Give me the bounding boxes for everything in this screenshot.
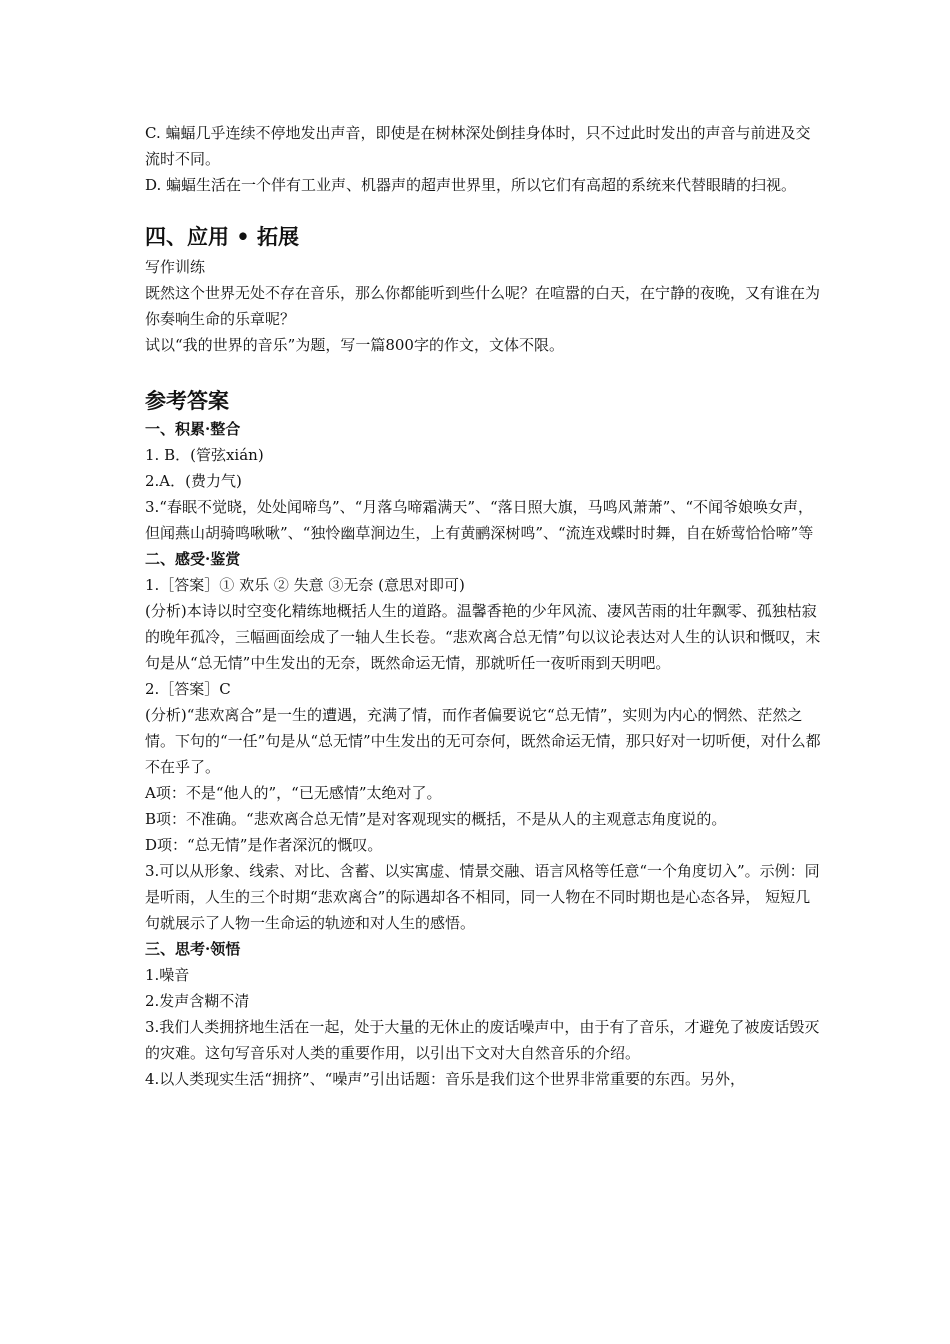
writing-prompt: 既然这个世界无处不存在音乐，那么你都能听到些什么呢？在喧嚣的白天，在宁静的夜晚，又有谁在为你奏响生命的乐章呢？ (145, 284, 821, 328)
part3-title: 三、思考·领悟 (145, 940, 241, 958)
document-page (145, 120, 825, 1092)
list-item: 4.以人类现实生活“拥挤”、“噪声”引出话题：音乐是我们这个世界非常重要的东西。另外， (145, 1070, 745, 1088)
list-item: 3.可以从形象、线索、对比、含蓄、以实寓虚、情景交融、语言风格等任意“一个角度切入”。示例：同是听雨，人生的三个时期“悲欢离合”的际遇却各不相同，同一人物在不同时期也是心态各异， 短短几句就展示了人物一生命运的轨迹和对人生的感悟。 (145, 862, 820, 932)
list-item: 1.［答案］① 欢乐 ② 失意 ③无奈 (意思对即可) (145, 576, 465, 594)
list-item: 1. B．(管弦xián) (145, 446, 264, 464)
writing-task: 试以“我的世界的音乐”为题，写一篇800字的作文，文体不限。 (145, 336, 564, 354)
list-item: 2.A．(费力气) (145, 472, 242, 490)
list-item: D项：“总无情”是作者深沉的慨叹。 (145, 836, 383, 854)
list-item: (分析)本诗以时空变化精练地概括人生的道路。温馨香艳的少年风流、凄风苦雨的壮年飘零、孤独枯寂的晚年孤冷，三幅画面绘成了一轴人生长卷。“悲欢离合总无情”句以议论表达对人生的认识和慨叹，末句是从“总无情”中生发出的无奈，既然命运无情，那就听任一夜听雨到天明吧。 (145, 602, 821, 672)
list-item: 1.噪音 (145, 966, 190, 984)
list-item: 2.发声含糊不清 (145, 992, 250, 1010)
list-item: 3.我们人类拥挤地生活在一起，处于大量的无休止的废话噪声中，由于有了音乐，才避免了被废话毁灭的灾难。这句写音乐对人类的重要作用，以引出下文对大自然音乐的介绍。 (145, 1018, 820, 1062)
part1-title: 一、积累·整合 (145, 420, 241, 438)
answers-section (145, 386, 825, 1092)
section-subheading: 写作训练 (145, 258, 206, 276)
list-item: 3.“春眠不觉晓，处处闻啼鸟”、“月落乌啼霜满天”、“落日照大旗，马鸣风萧萧”、“不闻爷娘唤女声，但闻燕山胡骑鸣啾啾”、“独怜幽草涧边生，上有黄鹂深树鸣”、“流连戏蝶时时舞，自在娇莺恰恰啼”等 (145, 498, 814, 542)
section-heading: 四、应用 • 拓展 (145, 224, 300, 249)
option-c: C. 蝙蝠几乎连续不停地发出声音，即使是在树林深处倒挂身体时，只不过此时发出的声音与前进及交流时不同。 (145, 124, 811, 168)
list-item: A项：不是“他人的”，“已无感情”太绝对了。 (145, 784, 442, 802)
list-item: (分析)“悲欢离合”是一生的遭遇，充满了情，而作者偏要说它“总无情”，实则为内心的惘然、茫然之情。下句的“一任”句是从“总无情”中生发出的无可奈何，既然命运无情，那只好对一切听便，对什么都不在乎了。 (145, 706, 821, 776)
option-d: D. 蝙蝠生活在一个伴有工业声、机器声的超声世界里，所以它们有高超的系统来代替眼睛的扫视。 (145, 176, 797, 194)
list-item: 2.［答案］C (145, 680, 231, 698)
list-item: B项：不准确。“悲欢离合总无情”是对客观现实的概括，不是从人的主观意志角度说的。 (145, 810, 727, 828)
part2-title: 二、感受·鉴赏 (145, 550, 241, 568)
answers-heading: 参考答案 (145, 388, 229, 413)
section-application (145, 222, 825, 358)
